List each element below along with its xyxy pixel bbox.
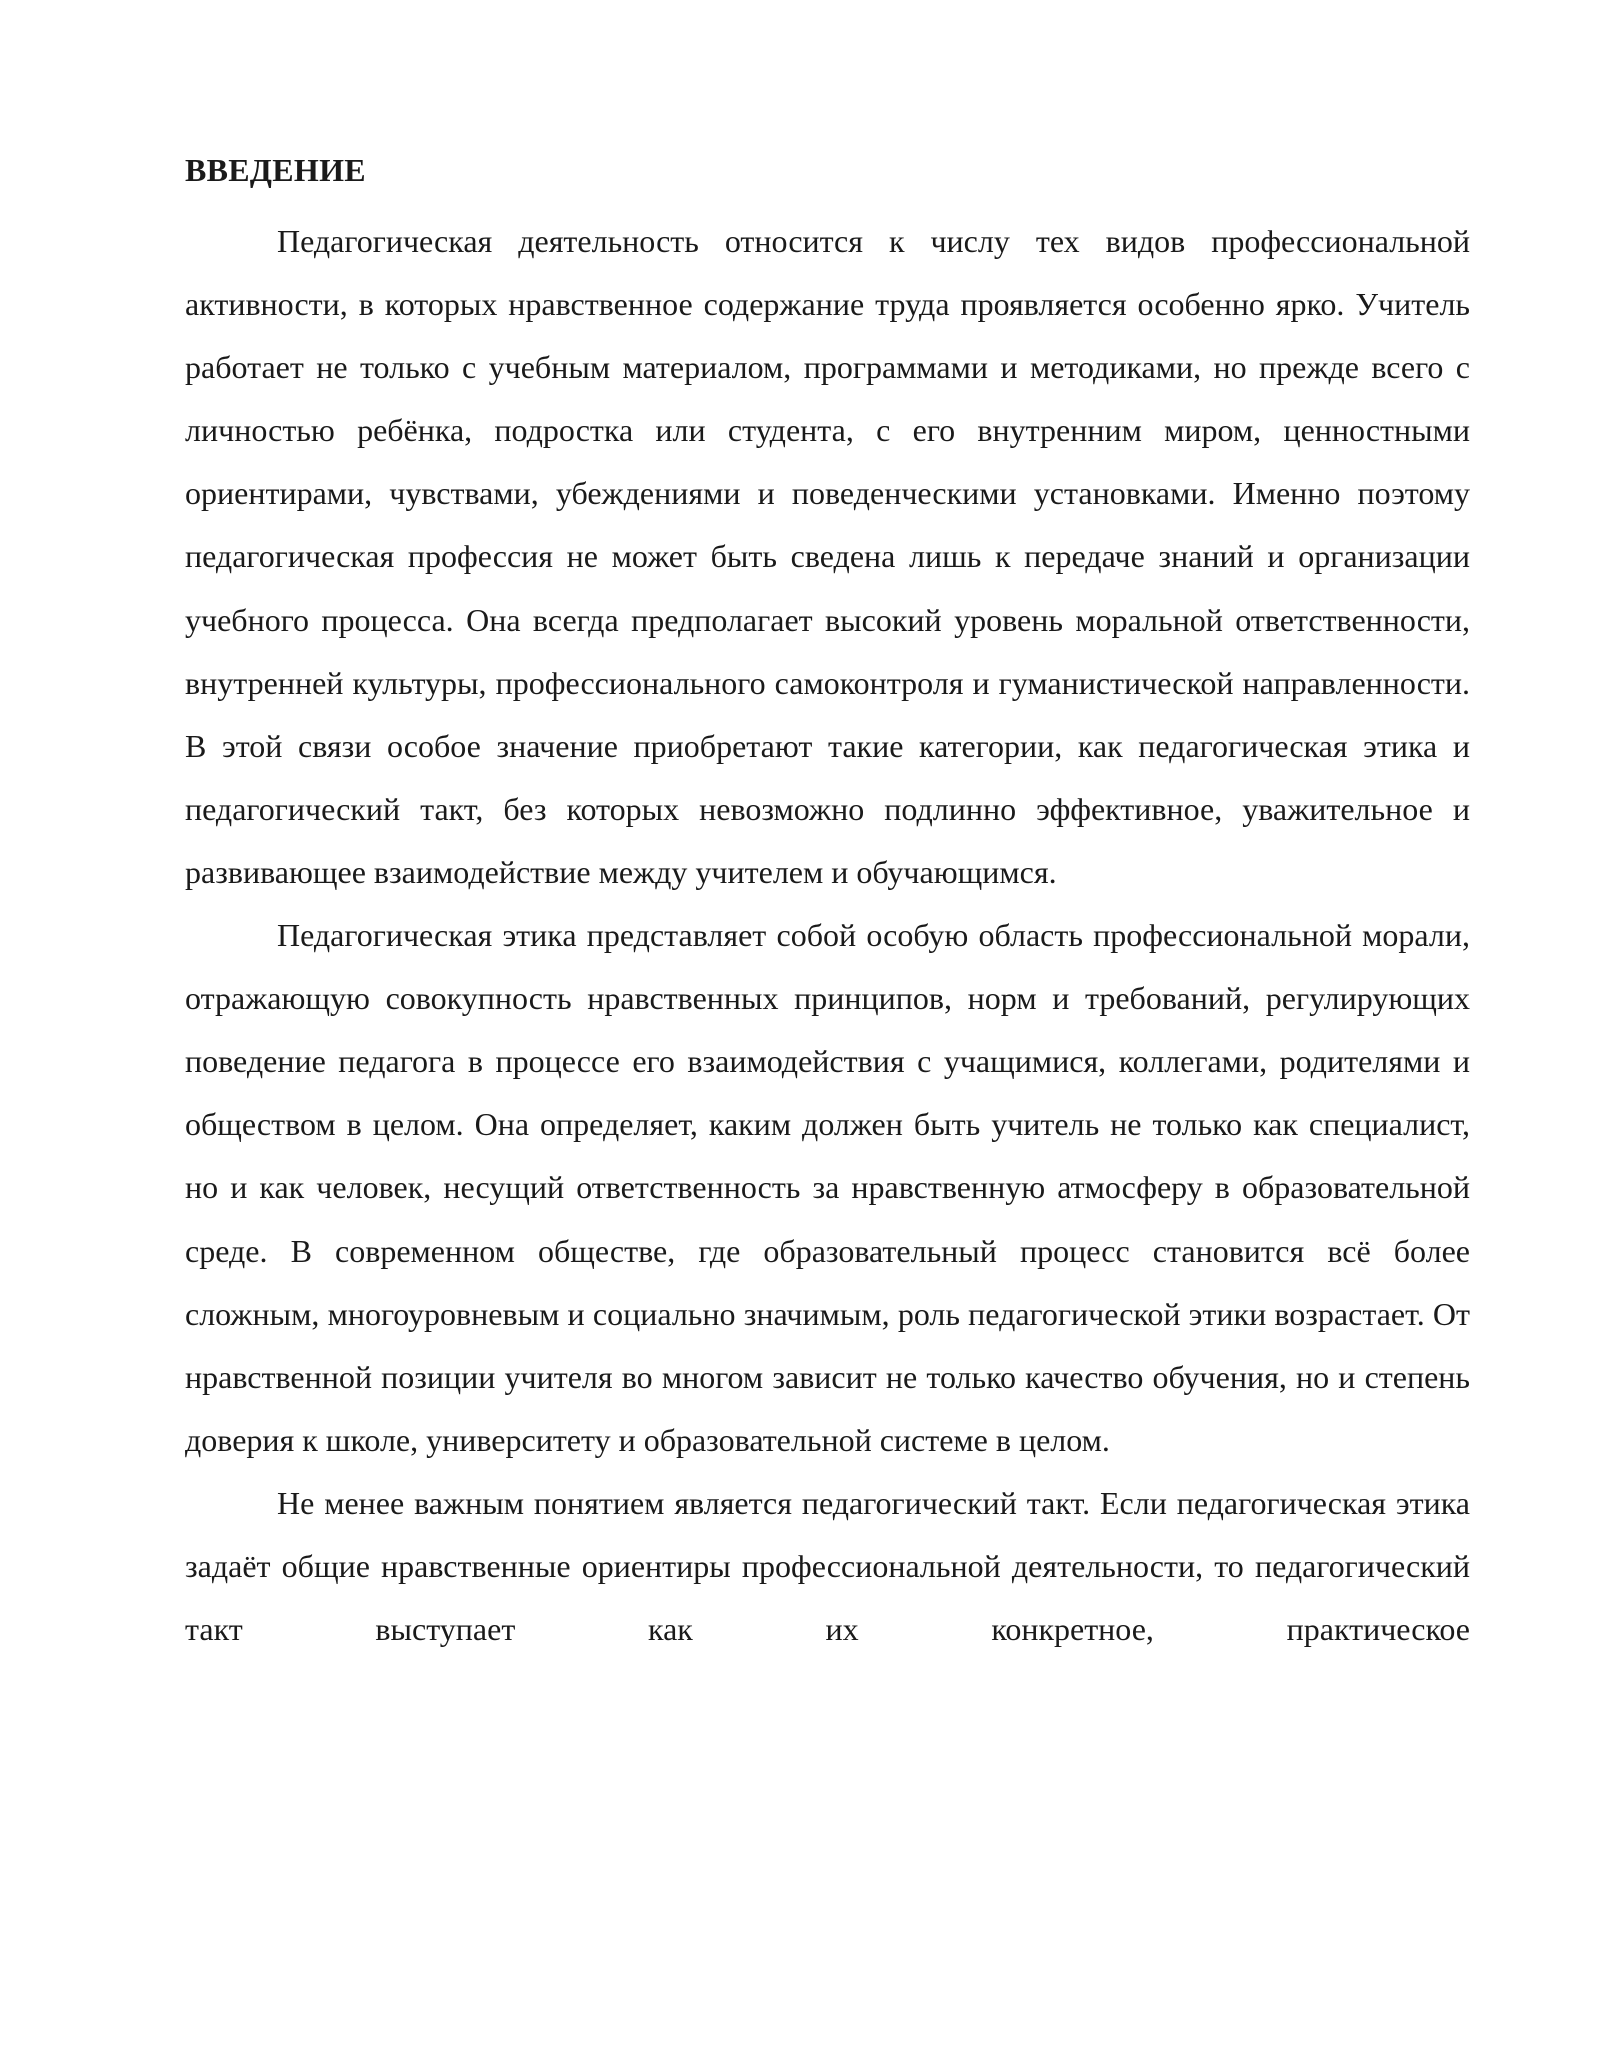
section-heading: ВВЕДЕНИЕ [185,152,366,188]
paragraph-3: Не менее важным понятием является педагогический такт. Если педагогическая этика задаёт общие нравственные ориентиры профессиональной деятельности, то педагогический такт выступает как их конкретное, практическое [185,1484,1470,1648]
paragraph-1: Педагогическая деятельность относится к числу тех видов профессиональной активности, в которых нравственное содержание труда проявляется особенно ярко. Учитель работает не только с учебным материалом, программами и методиками, но прежде всего с личностью ребёнка, подростка или студента, с его внутренним миром, ценностными ориентирами, чувствами, убеждениями и поведенческими установками. Именно поэтому педагогическая профессия не может быть сведена лишь к передаче знаний и организации учебного процесса. Она всегда предполагает высокий уровень моральной ответственности, внутренней культуры, профессионального самоконтроля и гуманистической направленности. В этой связи особое значение приобретают такие категории, как педагогическая этика и педагогический такт, без которых невозможно подлинно эффективное, уважительное и развивающее взаимодействие между учителем и обучающимся. [185,223,1470,890]
document-page [185,148,1470,1661]
paragraph-2: Педагогическая этика представляет собой особую область профессиональной морали, отражающую совокупность нравственных принципов, норм и требований, регулирующих поведение педагога в процессе его взаимодействия с учащимися, коллегами, родителями и обществом в целом. Она определяет, каким должен быть учитель не только как специалист, но и как человек, несущий ответственность за нравственную атмосферу в образовательной среде. В современном обществе, где образовательный процесс становится всё более сложным, многоуровневым и социально значимым, роль педагогической этики возрастает. От нравственной позиции учителя во многом зависит не только качество обучения, но и степень доверия к школе, университету и образовательной системе в целом. [185,917,1470,1458]
